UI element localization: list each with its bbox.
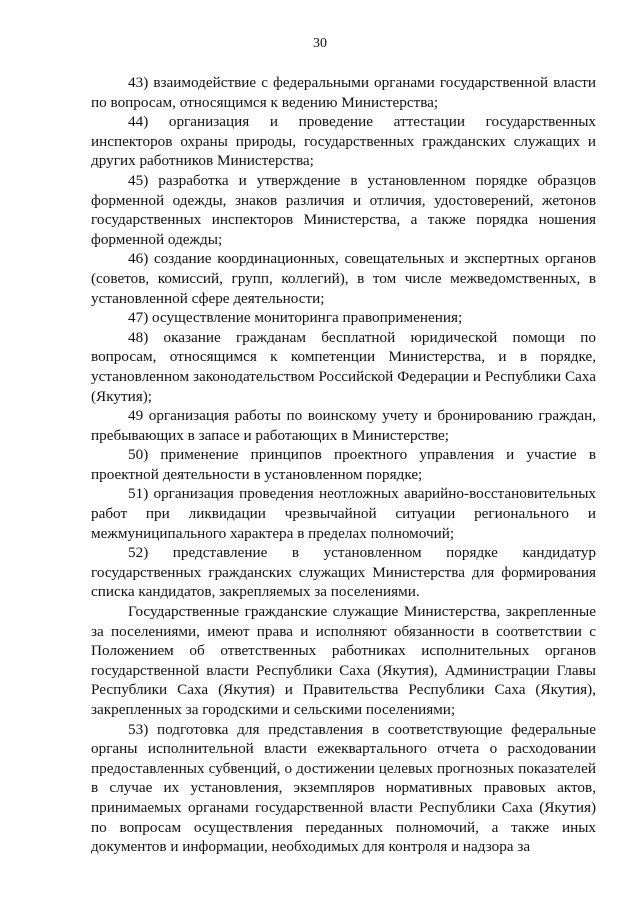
page-number: 30 xyxy=(313,36,327,51)
paragraph-item-43: 43) взаимодействие с федеральными органами государственной власти по вопросам, относящимся к ведению Министерства; xyxy=(91,74,596,111)
paragraph-item-51: 51) организация проведения неотложных аварийно-восстановительных работ при ликвидации чрезвычайной ситуации регионального и межмуниципального характера в пределах полномочий; xyxy=(91,485,596,542)
paragraph-item-45: 45) разработка и утверждение в установленном порядке образцов форменной одежды, знаков различия и отличия, удостоверений, жетонов государственных инспекторов Министерства, а также порядка ношения форменной одежды; xyxy=(91,171,596,248)
paragraph-item-53: 53) подготовка для представления в соответствующие федеральные органы исполнительной власти ежеквартального отчета о расходовании предоставленных субвенций, о достижении целевых прогнозных показателей в случае их установления, экземпляров нормативных правовых актов, принимаемых органами государственной власти Республики Саха (Якутия) по вопросам осуществления переданных полномочий, а также иных документов и информации, необходимых для контроля и надзора за xyxy=(91,720,596,856)
paragraph-item-49: 49 организация работы по воинскому учету и бронированию граждан, пребывающих в запасе и работающих в Министерстве; xyxy=(91,407,596,444)
paragraph-item-48: 48) оказание гражданам бесплатной юридической помощи по вопросам, относящимся к компетенции Министерства, и в порядке, установленном законодательством Российской Федерации и Республики Саха (Якутия); xyxy=(91,328,596,405)
document-body xyxy=(91,73,596,857)
paragraph-item-50: 50) применение принципов проектного управления и участие в проектной деятельности в установленном порядке; xyxy=(91,446,596,483)
paragraph-item-44: 44) организация и проведение аттестации государственных инспекторов охраны природы, государственных гражданских служащих и других работников Министерства; xyxy=(91,113,596,170)
paragraph-item-52: 52) представление в установленном порядке кандидатур государственных гражданских служащих Министерства для формирования списка кандидатов, закрепляемых за поселениями. xyxy=(91,544,596,601)
paragraph-item-47: 47) осуществление мониторинга правоприменения; xyxy=(128,309,463,327)
paragraph-civil-servants: Государственные гражданские служащие Министерства, закрепленные за поселениями, имеют права и исполняют обязанности в соответствии с Положением об ответственных работниках исполнительных органов государственной власти Республики Саха (Якутия), Администрации Главы Республики Саха (Якутия) и Правительства Республики Саха (Якутия), закрепленных за городскими и сельскими поселениями; xyxy=(91,603,596,718)
paragraph-item-46: 46) создание координационных, совещательных и экспертных органов (советов, комиссий, групп, коллегий), в том числе межведомственных, в установленной сфере деятельности; xyxy=(91,250,596,307)
